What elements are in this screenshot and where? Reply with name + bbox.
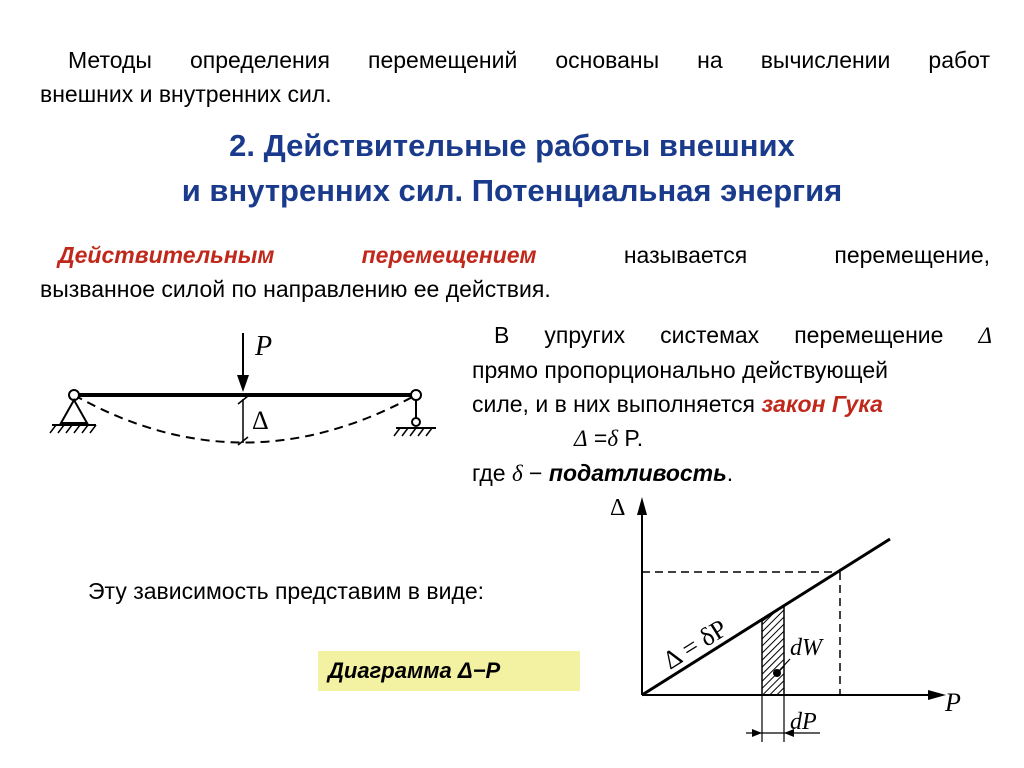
formula-compliance: δ	[607, 426, 619, 451]
formula-delta: Δ	[574, 426, 588, 451]
force-arrow	[237, 333, 249, 392]
beam-figure	[40, 325, 460, 450]
where-text: где	[472, 460, 506, 486]
intro-paragraph	[40, 43, 990, 111]
intro-line-1: Методы определения перемещений основаны на вычислении работ	[68, 47, 990, 73]
work-increment-strip	[762, 606, 784, 695]
compliance-term: податливость	[548, 460, 727, 486]
line-label: Δ = δP	[657, 613, 733, 676]
hooke-line-1	[472, 318, 992, 353]
formula-force: P.	[618, 425, 644, 451]
y-axis-label: Δ	[610, 495, 626, 521]
formula-eq: =	[587, 425, 608, 451]
where-end: .	[726, 460, 734, 486]
section-title-line-1: 2. Действительные работы внешних	[229, 128, 795, 163]
hooke-line-3-text: силе, и в них выполняется	[472, 391, 755, 417]
hooke-formula	[472, 421, 992, 456]
hooke-line-1-text: В упругих системах перемещение	[494, 322, 944, 348]
definition-paragraph	[40, 238, 990, 306]
where-dash: −	[522, 460, 549, 486]
represent-text: Эту зависимость представим в виде:	[88, 578, 485, 604]
section-title-line-2: и внутренних сил. Потенциальная энергия	[181, 173, 843, 208]
definition-rest: называется перемещение,	[623, 242, 991, 268]
hooke-law-term: закон Гука	[761, 391, 883, 417]
delta-p-graph	[590, 485, 980, 745]
y-axis-arrow-icon	[637, 497, 647, 515]
definition-line-2: вызванное силой по направлению ее действия.	[40, 276, 551, 302]
definition-line-1	[40, 238, 990, 272]
hooke-line-3	[472, 387, 992, 421]
diagram-label-box: Диаграмма Δ−P	[318, 651, 580, 691]
hooke-line-2: прямо пропорционально действующей	[472, 357, 888, 383]
delta-symbol: Δ	[978, 323, 992, 348]
x-axis-arrow-icon	[928, 690, 946, 700]
definition-term: Действительным перемещением	[58, 242, 537, 268]
deflection-label: Δ	[252, 406, 269, 435]
intro-line-2: внешних и внутренних сил.	[40, 81, 332, 107]
where-delta: δ	[511, 461, 523, 486]
increment-label: dP	[790, 709, 817, 735]
force-label: P	[255, 331, 273, 362]
work-label: dW	[790, 635, 822, 661]
section-title	[0, 123, 1024, 213]
hooke-paragraph	[472, 318, 992, 491]
x-axis-label: P	[945, 688, 961, 717]
deflection-curve	[74, 395, 416, 443]
